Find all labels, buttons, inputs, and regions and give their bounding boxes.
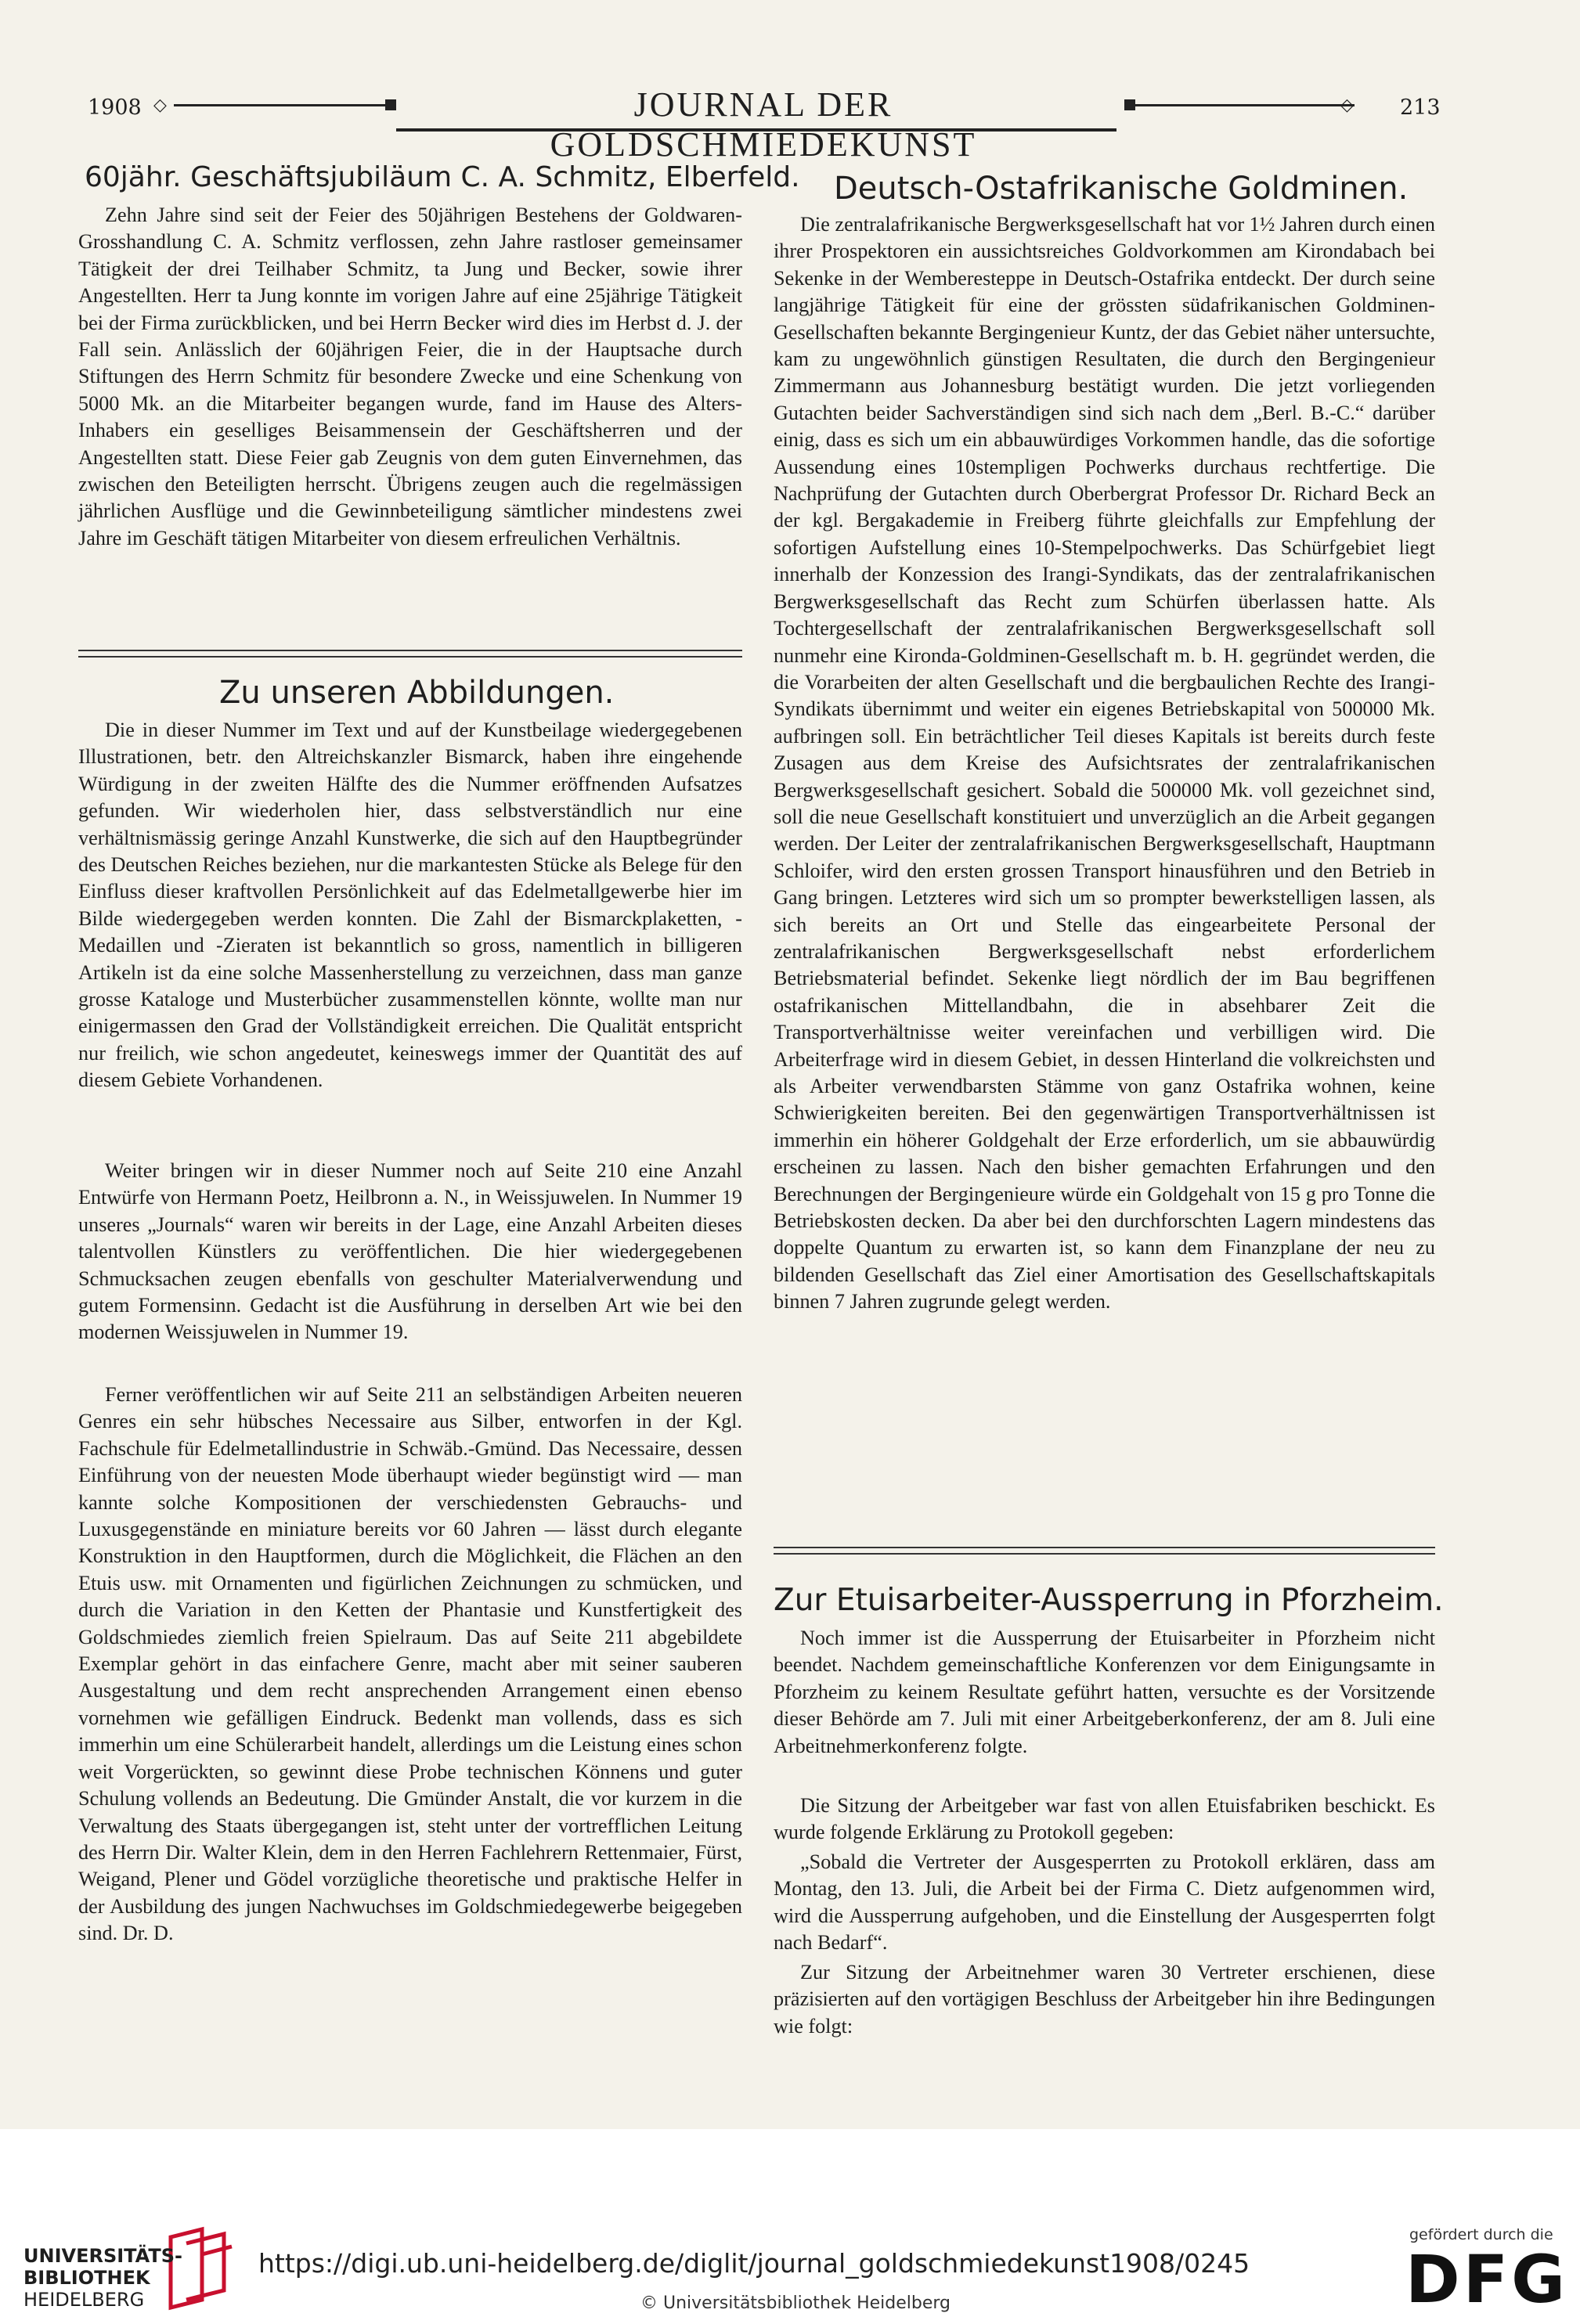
article-body-aussperrung-3: „Sobald die Vertreter der Ausgesperrten zu Protokoll erklären, dass am Montag, den 13. Juli, die Arbeit bei der Firma C. Dietz aufgenommen wird, wird die Aussperrung aufgehoben, und die Einstellung der Ausgesperrten folgt nach Bedarf“. <box>774 1850 1435 1955</box>
article-body-goldminen: Die zentralafrikanische Bergwerksgesellschaft hat vor 1½ Jahren durch einen ihrer Prospektoren ein aussichtsreiches Goldvorkommen am Kirondabach bei Sekenke in der Wemberesteppe in Deutsch-Ostafrika entdeckt. Der durch seine langjährige Tätigkeit für eine der grössten südafrikanischen Goldminen-Gesellschaften bekannte Bergingenieur Kuntz, der das Gebiet näher untersuchte, kam zu ungewöhnlich günstigen Resultaten, die durch den Bergingenieur Zimmermann aus Johannesburg bestätigt wurden. Die jetzt vorliegenden Gutachten beider Sachverständigen sind sich nach dem „Berl. B.-C.“ darüber einig, dass es sich um ein abbauwürdiges Vorkommen handle, das die sofortige Aussendung eines 10stempligen Pochwerks durchaus rechtfertige. Die Nachprüfung der Gutachten durch Oberbergrat Professor Dr. Richard Beck an der kgl. Bergakademie in Freiberg führte gleichfalls zur Empfehlung der sofortigen Aufstellung eines 10-Stempelpochwerks. Das Schürfgebiet liegt innerhalb der Konzession des Irangi-Syndikats, das der zentralafrikanischen Bergwerksgesellschaft das Recht zum Schürfen überlassen hatte. Als Tochtergesellschaft der zentralafrikanischen Bergwerksgesellschaft soll nunmehr eine Kironda-Goldminen-Gesellschaft m. b. H. gegründet werden, die die Vorarbeiten der alten Gesellschaft und die bergbaulichen Rechte des Irangi-Syndikats übernimmt und weiter ein eigenes Betriebskapital von 500000 Mk. aufbringen soll. Ein beträchtlicher Teil dieses Kapitals ist bereits durch feste Zusagen aus dem Kreise des Aufsichtsrates der zentralafrikanischen Bergwerksgesellschaft gesichert. Sobald die 500000 Mk. voll gezeichnet sind, soll die neue Gesellschaft konstituiert und unverzüglich an die Arbeit gegangen werden. Der Leiter der zentralafrikanischen Bergwerksgesellschaft, Hauptmann Schloifer, wird den ersten grossen Transport hinausführen und den Betrieb in Gang bringen. Letzteres wird sich um so prompter bewerkstelligen lassen, als sich bereits an Ort und Stelle das eingearbeitete Personal der zentralafrikanischen Bergwerksgesellschaft nebst erforderlichem Betriebsmaterial befindet. Sekenke liegt nördlich der im Bau begriffenen ostafrikanischen Mittellandbahn, die in absehbarer Zeit die Transportverhältnisse weiter vereinfachen und verbilligen wird. Die Arbeiterfrage wird in diesem Gebiet, in dessen Hinterland die volkreichsten und als Arbeiter verwendbarsten Stämme von ganz Ostafrika wohnen, keine Schwierigkeiten bereiten. Bei den gegenwärtigen Transportverhältnissen ist immerhin ein höherer Goldgehalt der Erze erforderlich, um sie abbauwürdig erscheinen zu lassen. Nach den bisher gemachten Erfahrungen und den Berechnungen der Bergingenieure würde ein Goldgehalt von 15 g pro Tonne die Betriebskosten decken. Da aber bei den durchforschten Lagern mindestens das doppelte Quantum zu erwarten ist, so kann dem Finanzplane der neu zu bildenden Gesellschaft das Ziel einer Amortisation des Gesellschaftskapitals binnen 7 Jahren zugrunde gelegt werden. <box>774 213 1435 1313</box>
article-body-abbildungen-2: Weiter bringen wir in dieser Nummer noch auf Seite 210 eine Anzahl Entwürfe von Hermann Poetz, Heilbronn a. N., in Weissjuwelen. In Nummer 19 unseres „Journals“ waren wir bereits in der Lage, eine Anzahl Arbeiten dieses talentvollen Künstlers zu veröffentlichen. Die hier wiedergegebenen Schmucksachen zeugen ebenfalls von geschulter Materialverwendung und gutem Formensinn. Gedacht ist die Ausführung in derselben Art wie bei den modernen Weissjuwelen in Nummer 19. <box>78 1159 742 1344</box>
article-body-abbildungen-3: Ferner veröffentlichen wir auf Seite 211 an selbständigen Arbeiten neueren Genres ein sehr hübsches Necessaire aus Silber, entworfen in der Kgl. Fachschule für Edelmetallindustrie in Schwäb.-Gmünd. Das Necessaire, dessen Einführung von der neuesten Mode überhaupt wieder begünstigt wird — man kannte solche Kompositionen der verschiedensten Gebrauchs- und Luxusgegenstände en miniature bereits vor 60 Jahren — lässt durch elegante Konstruktion in den Hauptformen, durch die Möglichkeit, die Flächen an den Etuis usw. mit Ornamenten und figürlichen Zeichnungen zu schmücken, und durch die Variation in den Ketten der Phantasie und Kunstfertigkeit des Goldschmiedes ziemlich freien Spielraum. Das auf Seite 211 abgebildete Exemplar gehört in das einfachere Genre, macht aber mit seiner sauberen Ausgestaltung und dem recht ansprechenden Arrangement einen ebenso vornehmen wie gefälligen Eindruck. Bedenkt man vollends, dass es sich immerhin um eine Schülerarbeit handelt, allerdings um die Leistung eines schon weit Vorgerückten, so gewinnt diese Probe technischen Könnens und guter Schulung vollends an Bedeutung. Die Gmünder Anstalt, die vor kurzem in die Verwaltung des Staats übergegangen ist, steht unter der vortrefflichen Leitung des Herrn Dir. Walter Klein, dem in den Herren Fachlehrern Rettenmaier, Fürst, Weigand, Plener und Gödel vorzügliche theoretische und praktische Helfer in der Ausbildung des jungen Nachwuchses im Goldschmiedegewerbe beigegeben sind. Dr. D. <box>78 1383 742 1945</box>
library-name-line1: UNIVERSITÄTS- <box>23 2245 183 2267</box>
header-rule-left <box>174 104 385 106</box>
header-square-right <box>1124 99 1135 110</box>
library-name-line2: BIBLIOTHEK <box>23 2267 150 2289</box>
library-name-line3: HEIDELBERG <box>23 2289 145 2311</box>
article-body-aussperrung-1: Noch immer ist die Aussperrung der Etuisarbeiter in Pforzheim nicht beendet. Nachdem gemeinschaftliche Konferenzen vor dem Einigungsamte in Pforzheim zu keinem Resultate geführt hatten, versuchte es der Vorsitzende dieser Behörde am 7. Juli mit einer Arbeitgeberkonferenz, der am 8. Juli eine Arbeitnehmerkonferenz folgte. <box>774 1627 1435 1757</box>
header-year: 1908 <box>88 95 142 120</box>
section-divider-right <box>774 1547 1435 1555</box>
permalink-url[interactable]: https://digi.ub.uni-heidelberg.de/diglit/journal_goldschmiedekunst1908/0245 <box>258 2248 1250 2279</box>
article-body-schmitz: Zehn Jahre sind seit der Feier des 50jährigen Bestehens der Goldwaren-Grosshandlung C. A. Schmitz verflossen, zehn Jahre rastloser gemeinsamer Tätigkeit der drei Teilhaber Schmitz, ta Jung und Becker, sowie ihrer Angestellten. Herr ta Jung konnte im vorigen Jahre auf eine 25jährige Tätigkeit bei der Firma zurückblicken, und bei Herrn Becker wird dies im Herbst d. J. der Fall sein. Anlässlich der 60jährigen Feier, die in der Hauptsache durch Stiftungen des Herrn Schmitz für besondere Zwecke und eine Schenkung von 5000 Mk. an die Mitarbeiter begangen wurde, fand im Hause des Alters-Inhabers ein geselliges Beisammensein der Geschäftsherren und der Angestellten statt. Diese Feier gab Zeugnis von dem guten Einvernehmen, das zwischen den Beteiligten herrscht. Übrigens zeugen auch die regelmässigen jährlichen Ausflüge und die Gewinnbeteiligung sämtlicher mindestens zwei Jahre im Geschäft tätigen Mitarbeiter von diesem erfreulichen Verhältnis. <box>78 204 742 549</box>
journal-title: JOURNAL DER GOLDSCHMIEDEKUNST <box>550 85 977 164</box>
article-heading-goldminen: Deutsch-Ostafrikanische Goldminen. <box>834 171 1409 207</box>
header-square-left <box>385 99 396 110</box>
funded-by-label: gefördert durch die <box>1409 2226 1553 2243</box>
ub-heidelberg-logo-icon <box>157 2223 243 2311</box>
page-number: 213 <box>1400 95 1441 120</box>
header-ornament-right: ◇ <box>1340 95 1354 115</box>
dfg-logo: DFG <box>1405 2241 1569 2318</box>
article-body-abbildungen-1: Die in dieser Nummer im Text und auf der Kunstbeilage wiedergegebenen Illustrationen, betr. den Altreichskanzler Bismarck, haben ihre eingehende Würdigung in der zweiten Hälfte des die Nummer eröffnenden Aufsatzes gefunden. Wir wiederholen hier, dass selbstverständlich nur eine verhältnismässig geringe Anzahl Kunstwerke, die sich auf den Hauptbegründer des Deutschen Reiches beziehen, nur die markantesten Stücke als Belege für den Einfluss dieser kraftvollen Persönlichkeit auf das Edelmetallgewerbe hier im Bilde wiedergegeben werden konnten. Die Zahl der Bismarckplaketten, -Medaillen und -Zieraten ist bekanntlich so gross, namentlich in billigeren Artikeln ist da eine solche Massenherstellung zu verzeichnen, dass man ganze grosse Kataloge und Musterbücher zusammenstellen könnte, wollte man nur einigermassen den Grad der Vollständigkeit erreichen. Die Qualität entspricht nur freilich, wie schon angedeutet, keineswegs immer der Quantität des auf diesem Gebiete Vorhandenen. <box>78 719 742 1092</box>
section-divider-left <box>78 650 742 658</box>
article-body-aussperrung-4: Zur Sitzung der Arbeitnehmer waren 30 Vertreter erschienen, diese präzisierten auf den vortägigen Beschluss der Arbeitgeber hin ihre Bedingungen wie folgt: <box>774 1961 1435 2038</box>
article-heading-abbildungen: Zu unseren Abbildungen. <box>219 675 615 711</box>
header-rule-right <box>1135 104 1355 106</box>
header-ornament-left: ◇ <box>153 95 167 115</box>
article-heading-aussperrung: Zur Etuisarbeiter-Aussperrung in Pforzheim. <box>774 1583 1444 1618</box>
article-heading-schmitz: 60jähr. Geschäftsjubiläum C. A. Schmitz, Elberfeld. <box>85 161 800 193</box>
copyright-notice: © Universitätsbibliothek Heidelberg <box>640 2293 951 2313</box>
article-body-aussperrung-2: Die Sitzung der Arbeitgeber war fast von allen Etuisfabriken beschickt. Es wurde folgende Erklärung zu Protokoll gegeben: <box>774 1794 1435 1844</box>
